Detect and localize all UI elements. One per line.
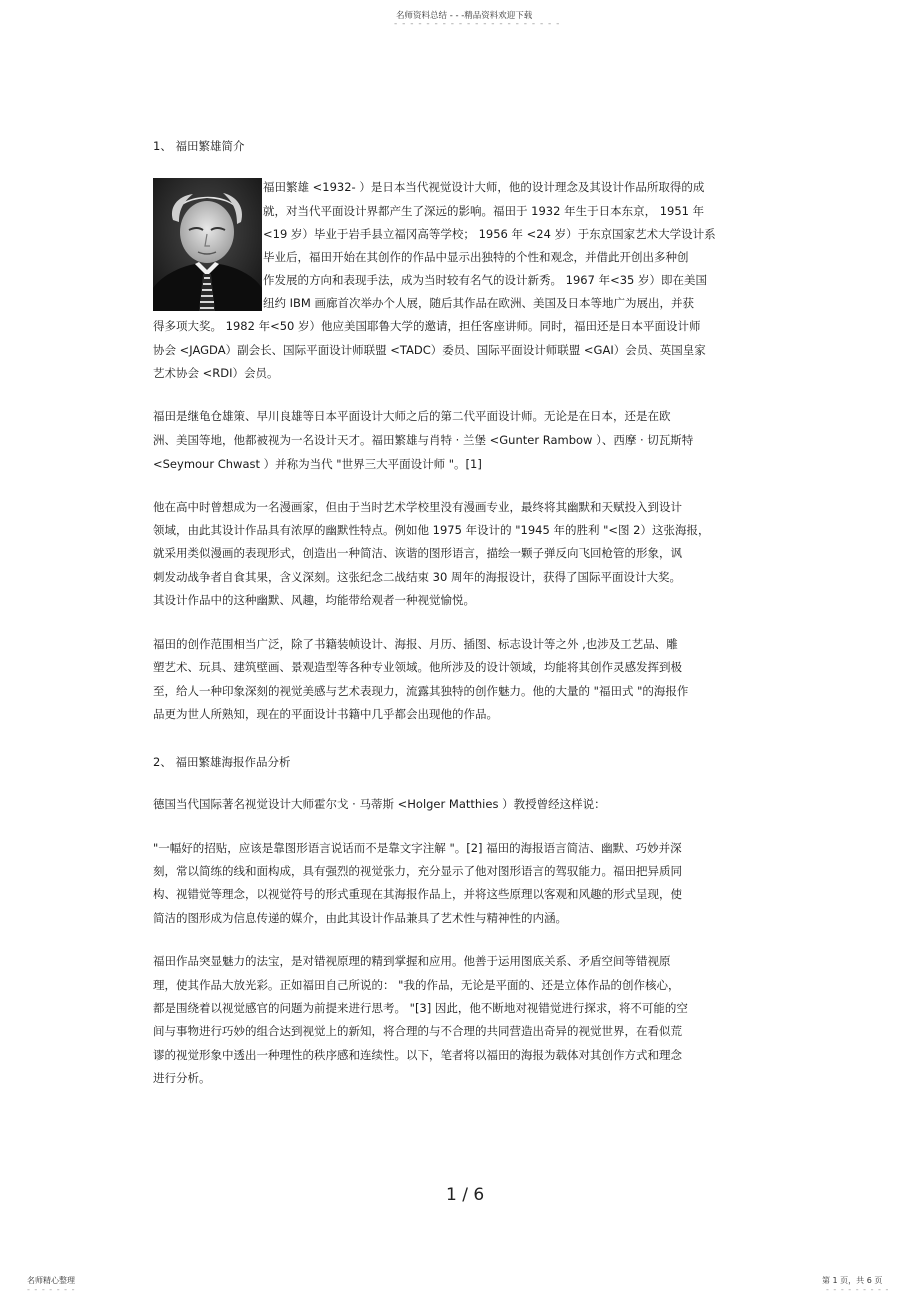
s2-p1-line-1: 德国当代国际著名视觉设计大师霍尔戈 · 马蒂斯 <Holger Matthies ）教授曾经这样说：: [153, 797, 606, 811]
footer-right-label: 第 1 页，共 6 页: [822, 1276, 883, 1285]
s2-p3-line-6: 进行分析。: [153, 1071, 211, 1085]
s2-p3-line-3: 都是围绕着以视觉感官的问题为前提来进行思考。 "[3] 因此，他不断地对视错觉进行探求，将不可能的空: [153, 1001, 688, 1015]
s1-p1-line-1: 福田繁雄 <1932- ）是日本当代视觉设计大师，他的设计理念及其设计作品所取得的成: [263, 180, 705, 194]
s1-p3-line-2: 领域，由此其设计作品具有浓厚的幽默性特点。例如他 1975 年设计的 "1945 年的胜利 "<图 2）这张海报，: [153, 523, 710, 537]
s1-p4-line-2: 塑艺术、玩具、建筑壁画、景观造型等各种专业领域。他所涉及的设计领域，均能将其创作灵感发挥到极: [153, 660, 682, 674]
page-header-dots: - - - - - - - - - - - - - - - - - - - - -: [394, 19, 561, 29]
s1-p2-line-2: 洲、美国等地，他都被视为一名设计天才。福田繁雄与肖特 · 兰堡 <Gunter Rambow ）、西摩 · 切瓦斯特: [153, 433, 694, 447]
s2-p3-line-5: 谬的视觉形象中透出一种理性的秩序感和连续性。以下，笔者将以福田的海报为载体对其创作方式和理念: [153, 1048, 682, 1062]
s1-p1-line-8: 协会 <JAGDA）副会长、国际平面设计师联盟 <TADC）委员、国际平面设计师联盟 <GAI）会员、英国皇家: [153, 343, 706, 357]
footer-left-label: 名师精心整理: [27, 1276, 75, 1285]
footer-left-dots: - - - - - - -: [27, 1285, 76, 1294]
s1-p3-line-5: 其设计作品中的这种幽默、风趣，均能带给观者一种视觉愉悦。: [153, 593, 475, 607]
section-1-heading: 1、 福田繁雄简介: [153, 139, 245, 153]
s1-p2-line-3: <Seymour Chwast ）并称为当代 "世界三大平面设计师 "。[1]: [153, 457, 482, 471]
s2-p2-line-3: 构、视错觉等理念，以视觉符号的形式重现在其海报作品上，并将这些原理以客观和风趣的形式呈现，使: [153, 887, 682, 901]
s2-p3-line-2: 理，使其作品大放光彩。正如福田自己所说的： "我的作品，无论是平面的、还是立体作品的创作核心，: [153, 978, 680, 992]
s1-p1-line-5: 作发展的方向和表现手法，成为当时较有名气的设计新秀。 1967 年<35 岁）即在美国: [263, 273, 707, 287]
page-header-label: 名师资料总结 - - -精品资料欢迎下载: [396, 11, 533, 21]
s2-p3-line-4: 间与事物进行巧妙的组合达到视觉上的新知，将合理的与不合理的共同营造出奇异的视觉世界，在看似荒: [153, 1024, 682, 1038]
s1-p3-line-4: 刺发动战争者自食其果，含义深刻。这张纪念二战结束 30 周年的海报设计，获得了国际平面设计大奖。: [153, 570, 681, 584]
s1-p1-line-6: 纽约 IBM 画廊首次举办个人展，随后其作品在欧洲、美国及日本等地广为展出，并获: [263, 296, 695, 310]
s1-p3-line-1: 他在高中时曾想成为一名漫画家，但由于当时艺术学校里没有漫画专业，最终将其幽默和天赋投入到设计: [153, 500, 682, 514]
portrait-photo: [153, 178, 262, 311]
s1-p3-line-3: 就采用类似漫画的表现形式，创造出一种简洁、诙谐的图形语言，描绘一颗子弹反向飞回枪管的形象，讽: [153, 546, 682, 560]
s2-p2-line-4: 简洁的图形成为信息传递的媒介，由此其设计作品兼具了艺术性与精神性的内涵。: [153, 911, 567, 925]
s1-p1-line-7: 得多项大奖。 1982 年<50 岁）他应美国耶鲁大学的邀请，担任客座讲师。同时，福田还是日本平面设计师: [153, 319, 701, 333]
s1-p1-line-3: <19 岁）毕业于岩手县立福冈高等学校； 1956 年 <24 岁）于东京国家艺术大学设计系: [263, 227, 716, 241]
s2-p2-line-1: "一幅好的招贴，应该是靠图形语言说话而不是靠文字注解 "。[2] 福田的海报语言简洁、幽默、巧妙并深: [153, 841, 682, 855]
s2-p2-line-2: 刻，常以简练的线和面构成，具有强烈的视觉张力，充分显示了他对图形语言的驾驭能力。福田把异质同: [153, 864, 682, 878]
s1-p4-line-1: 福田的创作范围相当广泛，除了书籍装帧设计、海报、月历、插图、标志设计等之外 ,也涉及工艺品、雕: [153, 637, 678, 651]
s1-p1-line-2: 就，对当代平面设计界都产生了深远的影响。福田于 1932 年生于日本东京， 1951 年: [263, 204, 705, 218]
s1-p2-line-1: 福田是继龟仓雄策、早川良雄等日本平面设计大师之后的第二代平面设计师。无论是在日本，还是在欧: [153, 409, 671, 423]
s2-p3-line-1: 福田作品突显魅力的法宝，是对错视原理的精到掌握和应用。他善于运用图底关系、矛盾空间等错视原: [153, 954, 671, 968]
s1-p1-line-9: 艺术协会 <RDI）会员。: [153, 366, 279, 380]
s1-p4-line-3: 至，给人一种印象深刻的视觉美感与艺术表现力，流露其独特的创作魅力。他的大量的 "福田式 "的海报作: [153, 684, 689, 698]
s1-p4-line-4: 品更为世人所熟知，现在的平面设计书籍中几乎都会出现他的作品。: [153, 707, 498, 721]
section-2-heading: 2、 福田繁雄海报作品分析: [153, 755, 291, 769]
page-number: 1 / 6: [446, 1185, 485, 1205]
footer-right-dots: - - - - - - - - -: [826, 1285, 890, 1294]
s1-p1-line-4: 毕业后，福田开始在其创作的作品中显示出独特的个性和观念，并借此开创出多种创: [263, 250, 689, 264]
